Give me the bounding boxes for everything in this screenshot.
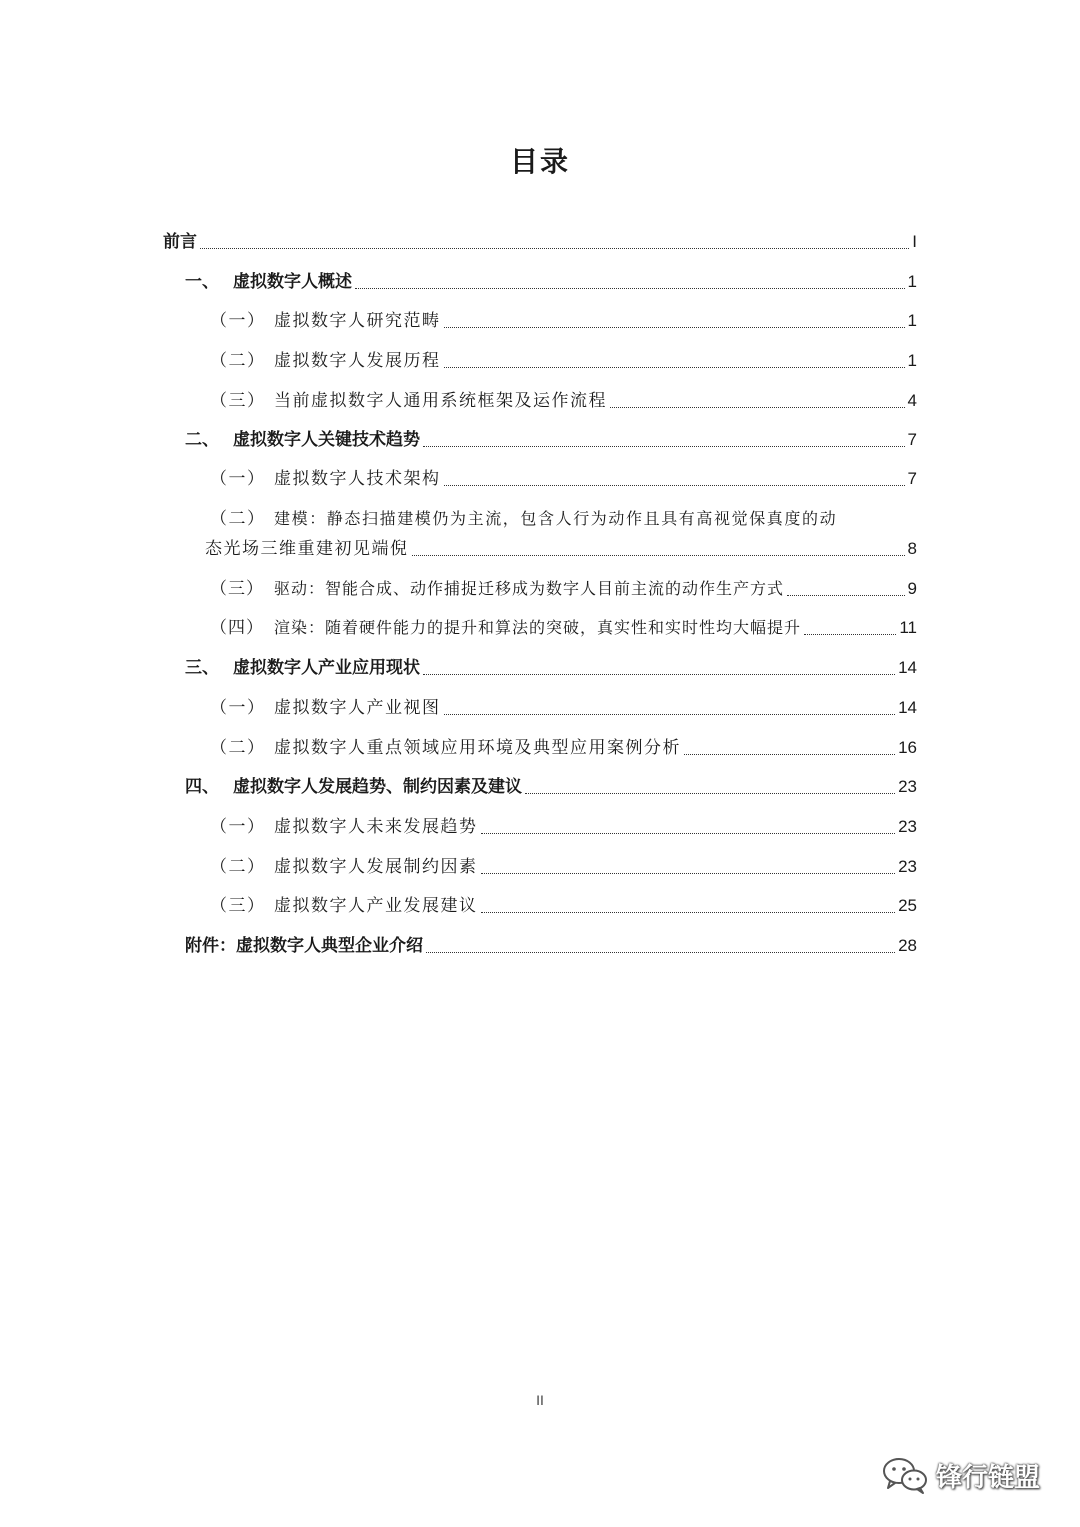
toc-entry-label: 附件：虚拟数字人典型企业介绍 xyxy=(185,936,423,956)
toc-entry-number: 三、 xyxy=(185,658,219,678)
toc-entry-label: 虚拟数字人发展历程 xyxy=(274,351,441,371)
dot-leader xyxy=(481,912,896,913)
toc-entry-number: 一、 xyxy=(185,272,219,292)
toc-entry-label: 前言 xyxy=(163,232,197,252)
toc-entry-number: （一） xyxy=(210,311,266,331)
toc-entry-label: 虚拟数字人概述 xyxy=(233,272,352,292)
toc-entry-label: 虚拟数字人未来发展趋势 xyxy=(274,817,478,837)
toc-entry-label: 当前虚拟数字人通用系统框架及运作流程 xyxy=(274,391,607,411)
toc-entry-number: （三） xyxy=(210,391,266,411)
toc-entry-label: 驱动：智能合成、动作捕捉迁移成为数字人目前主流的动作生产方式 xyxy=(274,579,785,598)
toc-entry-label: 虚拟数字人发展制约因素 xyxy=(274,857,478,877)
toc-entry-section-4-2[interactable] xyxy=(210,854,917,880)
toc-entry-page: 23 xyxy=(898,777,917,796)
dot-leader xyxy=(787,595,905,596)
toc-entry-chapter-1[interactable] xyxy=(185,269,917,295)
toc-entry-page: 14 xyxy=(898,658,917,677)
toc-entry-page: 28 xyxy=(898,936,917,955)
toc-entry-page: 7 xyxy=(907,469,917,488)
toc-entry-appendix[interactable] xyxy=(185,933,917,959)
toc-entry-section-1-2[interactable] xyxy=(210,348,917,374)
dot-leader xyxy=(481,833,896,834)
toc-entry-page: 11 xyxy=(899,618,917,637)
toc-entry-section-4-1[interactable] xyxy=(210,814,917,840)
toc-entry-number: 二、 xyxy=(185,430,219,450)
toc-entry-page: 16 xyxy=(898,738,917,757)
wechat-icon xyxy=(880,1455,930,1495)
toc-entry-page: 23 xyxy=(898,817,917,836)
dot-leader xyxy=(444,485,905,486)
toc-entry-page: 1 xyxy=(907,311,917,330)
dot-leader xyxy=(684,754,895,755)
toc-entry-section-2-2-continued[interactable] xyxy=(205,536,917,562)
toc-entry-label: 虚拟数字人发展趋势、制约因素及建议 xyxy=(233,777,522,797)
toc-entry-number: （三） xyxy=(210,579,264,599)
toc-entry-chapter-3[interactable] xyxy=(185,655,917,681)
toc-entry-section-4-3[interactable] xyxy=(210,893,917,919)
watermark-text: 锋行链盟 xyxy=(936,1462,1041,1493)
toc-entry-page: 9 xyxy=(907,579,917,598)
dot-leader xyxy=(444,367,905,368)
dot-leader xyxy=(412,555,905,556)
dot-leader xyxy=(804,634,896,635)
dot-leader xyxy=(444,327,905,328)
toc-entry-label: 虚拟数字人技术架构 xyxy=(274,469,441,489)
toc-entry-label: 虚拟数字人重点领域应用环境及典型应用案例分析 xyxy=(274,738,681,758)
page-title: 目录 xyxy=(509,145,570,178)
toc-entry-page: 14 xyxy=(898,698,917,717)
toc-entry-label: 虚拟数字人产业发展建议 xyxy=(274,896,478,916)
toc-entry-section-2-2[interactable] xyxy=(210,506,917,532)
toc-entry-chapter-4[interactable] xyxy=(185,774,917,800)
dot-leader xyxy=(525,793,895,794)
toc-entry-number: （一） xyxy=(210,469,266,489)
toc-entry-page: I xyxy=(912,232,917,251)
footer-page-number: II xyxy=(536,1392,544,1408)
toc-entry-section-2-1[interactable] xyxy=(210,466,917,492)
toc-entry-label: 渲染：随着硬件能力的提升和算法的突破，真实性和实时性均大幅提升 xyxy=(274,618,802,637)
toc-entry-page: 7 xyxy=(907,430,917,449)
toc-entry-number: （四） xyxy=(210,618,264,638)
toc-entry-number: （一） xyxy=(210,698,266,718)
toc-entry-page: 25 xyxy=(898,896,917,915)
toc-entry-section-2-3[interactable] xyxy=(210,576,917,602)
toc-entry-preface[interactable] xyxy=(163,229,917,255)
toc-entry-label-continued: 态光场三维重建初见端倪 xyxy=(205,539,409,559)
dot-leader xyxy=(610,407,905,408)
toc-entry-number: （二） xyxy=(210,738,266,758)
toc-entry-label: 虚拟数字人关键技术趋势 xyxy=(233,430,420,450)
toc-entry-section-3-2[interactable] xyxy=(210,735,917,761)
toc-entry-section-2-4[interactable] xyxy=(210,615,917,641)
dot-leader xyxy=(426,952,895,953)
toc-entry-page: 4 xyxy=(907,391,917,410)
toc-entry-section-1-3[interactable] xyxy=(210,388,917,414)
toc-entry-number: （二） xyxy=(210,351,266,371)
dot-leader xyxy=(355,288,905,289)
toc-entry-section-1-1[interactable] xyxy=(210,308,917,334)
toc-entry-number: （二） xyxy=(210,509,266,529)
toc-entry-number: （二） xyxy=(210,857,266,877)
dot-leader xyxy=(423,446,905,447)
toc-entry-page: 1 xyxy=(907,272,917,291)
toc-entry-label: 建模：静态扫描建模仍为主流，包含人行为动作且具有高视觉保真度的动 xyxy=(274,509,838,528)
toc-entry-label: 虚拟数字人产业应用现状 xyxy=(233,658,420,678)
toc-entry-number: （三） xyxy=(210,896,266,916)
toc-entry-number: （一） xyxy=(210,817,266,837)
toc-entry-number: 四、 xyxy=(185,777,219,797)
toc-entry-page: 1 xyxy=(907,351,917,370)
toc-entry-label: 虚拟数字人产业视图 xyxy=(274,698,441,718)
toc-entry-page: 8 xyxy=(907,539,917,558)
dot-leader xyxy=(423,674,895,675)
toc-entry-label: 虚拟数字人研究范畴 xyxy=(274,311,441,331)
dot-leader xyxy=(481,873,896,874)
dot-leader xyxy=(444,714,896,715)
toc-entry-page: 23 xyxy=(898,857,917,876)
toc-entry-chapter-2[interactable] xyxy=(185,427,917,453)
watermark xyxy=(880,1455,1040,1495)
toc-entry-section-3-1[interactable] xyxy=(210,695,917,721)
dot-leader xyxy=(200,248,909,249)
